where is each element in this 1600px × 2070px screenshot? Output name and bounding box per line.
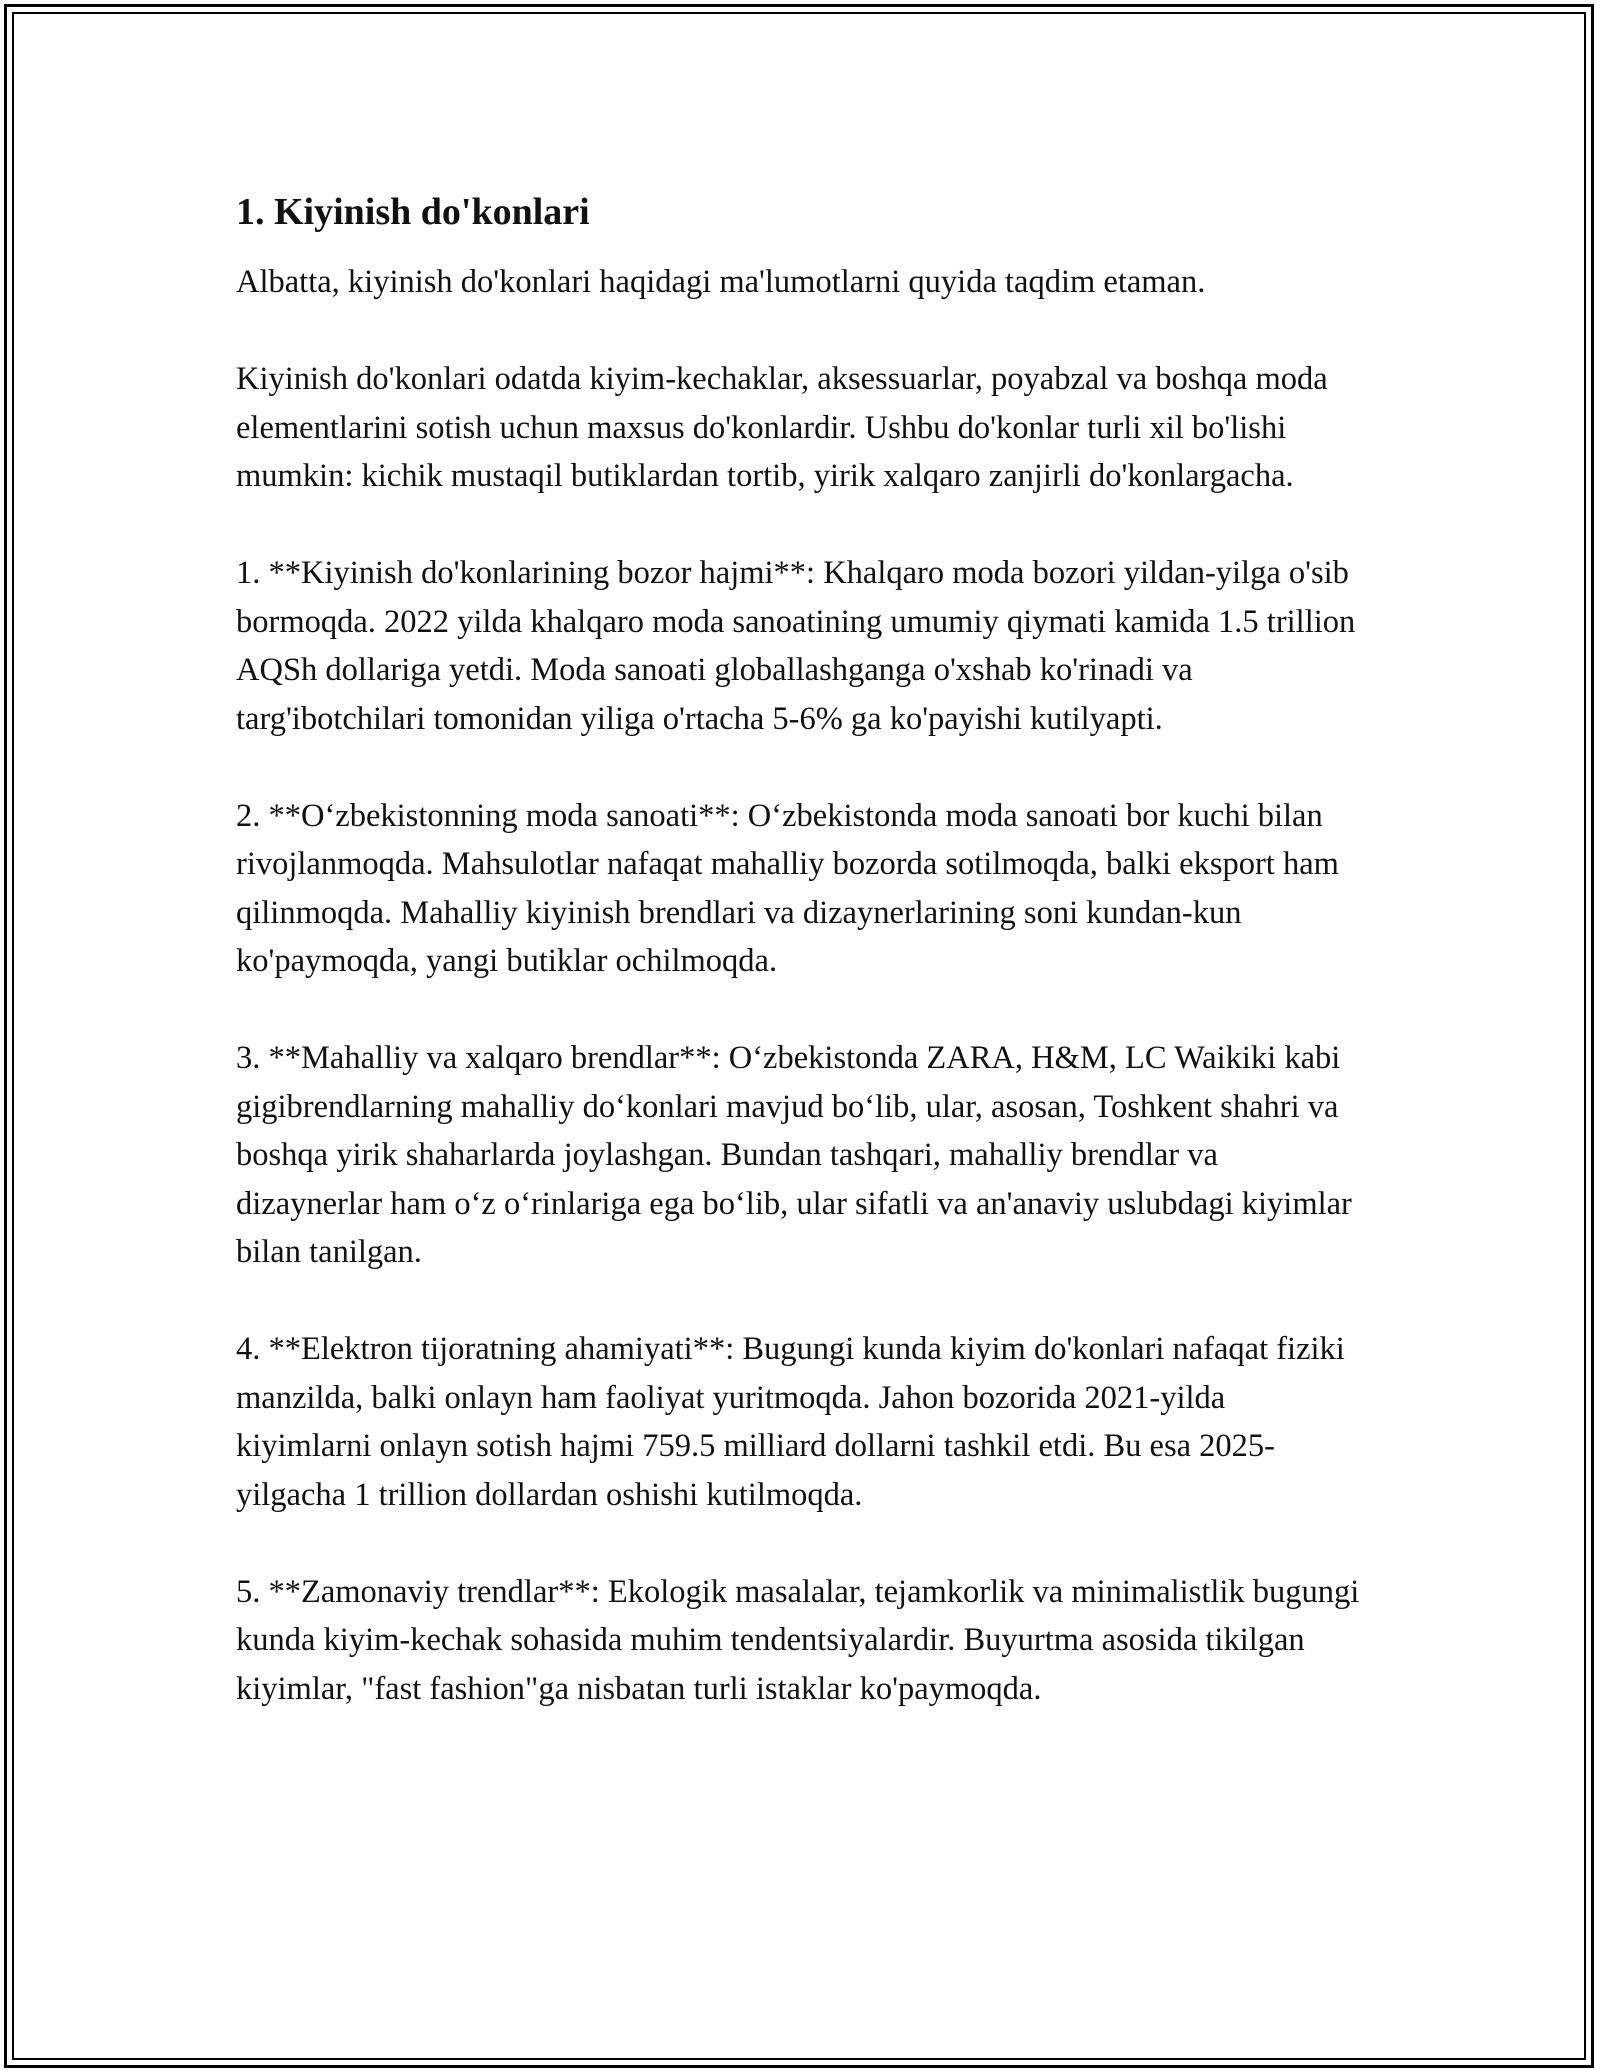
- document-title: 1. Kiyinish do'konlari: [236, 191, 590, 233]
- ecommerce-paragraph: 4. **Elektron tijoratning ahamiyati**: Bugungi kunda kiyim do'konlari nafaqat fiziki manzilda, balki onlayn ham faoliyat yuritmoqda. Jahon bozorida 2021-yilda kiyimlarni onlayn sotish hajmi 759.5 milliard dollarni tashkil etdi. Bu esa 2025-yilgacha 1 trillion dollardan oshishi kutilmoqda.: [236, 1331, 1345, 1513]
- intro-paragraph: Albatta, kiyinish do'konlari haqidagi ma'lumotlarni quyida taqdim etaman.: [236, 264, 1206, 300]
- trends-paragraph: 5. **Zamonaviy trendlar**: Ekologik masalalar, tejamkorlik va minimalistlik bugungi kunda kiyim-kechak sohasida muhim tendentsiyalardir. Buyurtma asosida tikilgan kiyimlar, "fast fashion"ga nisbatan turli istaklar ko'paymoqda.: [236, 1573, 1360, 1707]
- brands-paragraph: 3. **Mahalliy va xalqaro brendlar**: O‘zbekistonda ZARA, H&M, LC Waikiki kabi gigibrendlarning mahalliy do‘konlari mavjud bo‘lib, ular, asosan, Toshkent shahri va boshqa yirik shaharlarda joylashgan. Bundan tashqari, mahalliy brendlar va dizaynerlar ham o‘z o‘rinlariga ega bo‘lib, ular sifatli va an'anaviy uslubdagi kiyimlar bilan tanilgan.: [236, 1040, 1352, 1270]
- uzbek-fashion-paragraph: 2. **O‘zbekistonning moda sanoati**: O‘zbekistonda moda sanoati bor kuchi bilan rivojlanmoqda. Mahsulotlar nafaqat mahalliy bozorda sotilmoqda, balki eksport ham qilinmoqda. Mahalliy kiyinish brendlari va dizaynerlarining soni kundan-kun ko'paymoqda, yangi butiklar ochilmoqda.: [236, 797, 1339, 979]
- market-size-paragraph: 1. **Kiyinish do'konlarining bozor hajmi**: Khalqaro moda bozori yildan-yilga o'sib bormoqda. 2022 yilda khalqaro moda sanoatining umumiy qiymati kamida 1.5 trillion AQSh dollariga yetdi. Moda sanoati globallashganga o'xshab ko'rinadi va targ'ibotchilari tomonidan yiliga o'rtacha 5-6% ga ko'payishi kutilyapti.: [236, 555, 1356, 737]
- description-paragraph: Kiyinish do'konlari odatda kiyim-kechaklar, aksessuarlar, poyabzal va boshqa moda elementlarini sotish uchun maxsus do'konlardir. Ushbu do'konlar turli xil bo'lishi mumkin: kichik mustaqil butiklardan tortib, yirik xalqaro zanjirli do'konlargacha.: [236, 361, 1328, 494]
- document-body: [236, 186, 1366, 1762]
